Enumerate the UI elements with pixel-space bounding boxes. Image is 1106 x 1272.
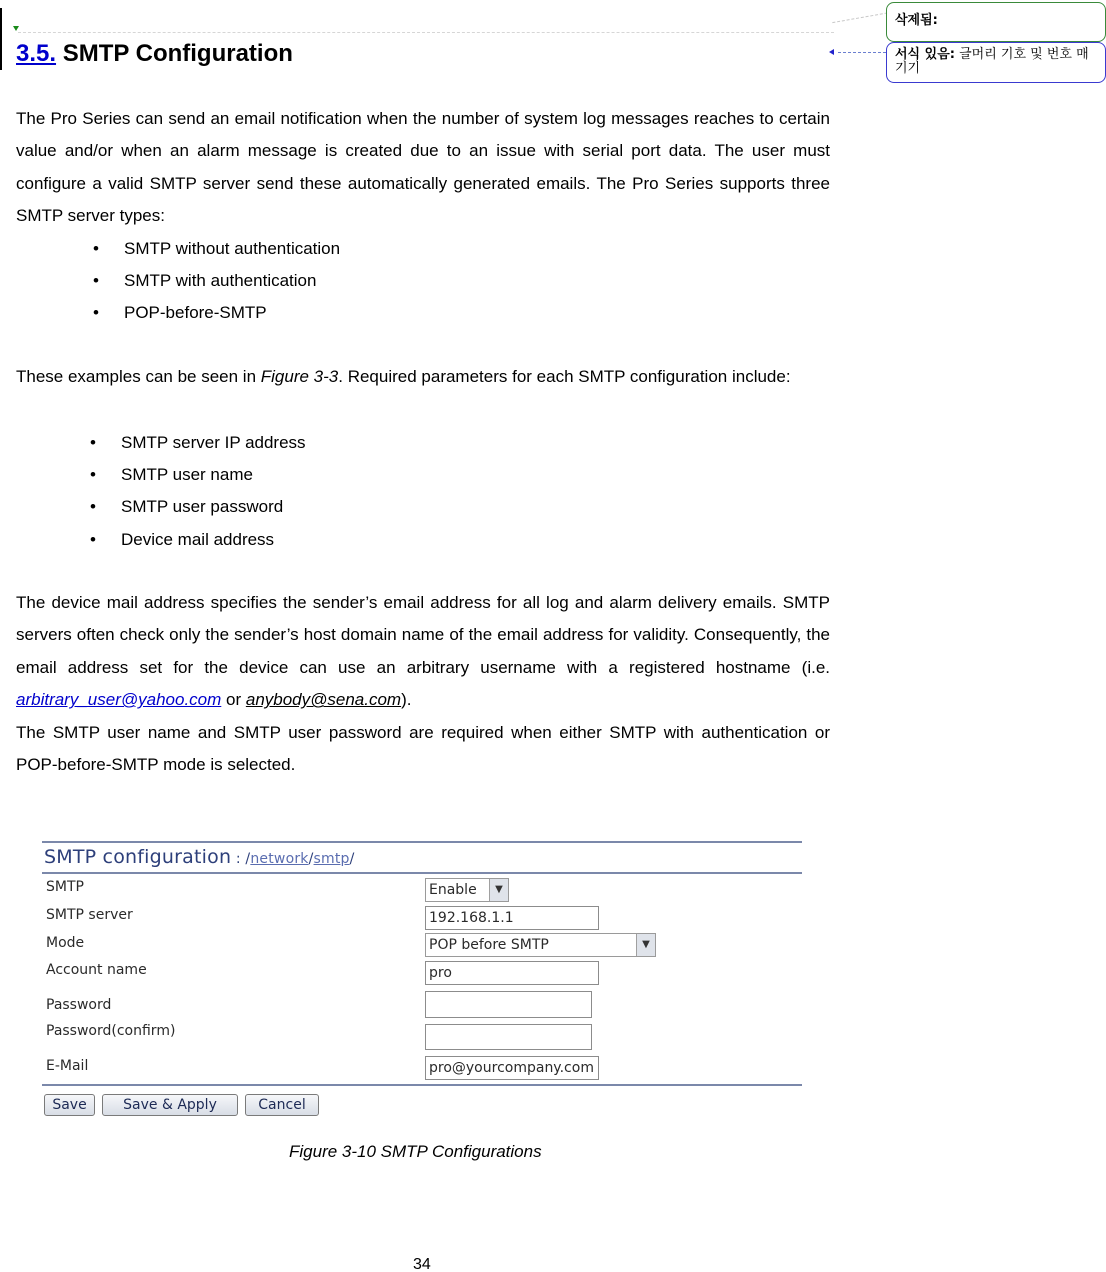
- password-input[interactable]: [425, 991, 592, 1018]
- intro-paragraph: The Pro Series can send an email notification when the number of system log messages reaches to certain value and/or when an alarm message is created due to an issue with serial port data. The user must configure a valid SMTP server send these automatically generated emails. The Pro Series supports three SMTP server types:: [16, 109, 830, 226]
- credentials-paragraph: The SMTP user name and SMTP user password are required when either SMTP with authentication or POP-before-SMTP mode is selected.: [16, 723, 830, 775]
- list-item: • SMTP server IP address: [121, 427, 306, 459]
- password-confirm-label: Password(confirm): [46, 1023, 176, 1039]
- section-title: SMTP Configuration: [62, 40, 293, 67]
- figure-reference: Figure 3-3: [260, 367, 339, 386]
- example-email-link[interactable]: arbitrary_user@yahoo.com: [16, 690, 222, 710]
- divider: [42, 872, 802, 874]
- deletion-connector-slope: [832, 12, 889, 32]
- path-sep: : /: [231, 851, 251, 867]
- format-text: 글머리 기호 및 번호 매기기: [895, 47, 1089, 76]
- account-name-label: Account name: [46, 962, 147, 978]
- section-heading: [16, 40, 293, 68]
- chevron-down-icon: ▼: [636, 934, 655, 956]
- email-input[interactable]: pro@yourcompany.com: [425, 1056, 599, 1080]
- examples-paragraph: [16, 361, 830, 393]
- deletion-connector-line: [18, 32, 834, 33]
- example-email-2: anybody@sena.com: [245, 690, 402, 710]
- path-network-link[interactable]: network: [250, 851, 309, 867]
- mail-address-paragraph: [16, 587, 830, 717]
- smtp-server-input[interactable]: 192.168.1.1: [425, 906, 599, 930]
- format-connector-line: [838, 52, 886, 53]
- or-text: or: [221, 690, 246, 710]
- list-item: • Device mail address: [121, 524, 306, 556]
- figure-title-text: SMTP configuration: [44, 846, 232, 868]
- page-number: 34: [413, 1256, 431, 1272]
- change-bar: [0, 8, 2, 70]
- chevron-down-icon: ▼: [489, 879, 508, 901]
- list-item: • POP-before-SMTP: [124, 297, 340, 329]
- account-name-input[interactable]: pro: [425, 961, 599, 985]
- email-label: E-Mail: [46, 1058, 89, 1074]
- list-item: • SMTP without authentication: [124, 233, 340, 265]
- close-text: ).: [401, 690, 412, 710]
- figure-caption: Figure 3-10 SMTP Configurations: [289, 1142, 542, 1161]
- examples-text-end: . Required parameters for each SMTP configuration include:: [338, 367, 791, 386]
- divider: [42, 1084, 802, 1086]
- path-slash: /: [308, 851, 314, 867]
- smtp-select-value: Enable: [429, 882, 477, 898]
- path-end: /: [349, 851, 355, 867]
- divider: [42, 841, 802, 843]
- smtp-label: SMTP: [46, 879, 84, 895]
- password-confirm-input[interactable]: [425, 1024, 592, 1050]
- section-number: 3.5.: [16, 40, 57, 67]
- smtp-select[interactable]: [425, 878, 509, 902]
- server-types-list: [124, 233, 340, 330]
- smtp-config-figure: [42, 836, 804, 1122]
- cancel-button[interactable]: Cancel: [245, 1094, 319, 1116]
- format-comment-balloon[interactable]: [886, 42, 1106, 83]
- format-marker-icon: [829, 49, 834, 55]
- smtp-server-label: SMTP server: [46, 907, 133, 923]
- figure-title: [44, 846, 355, 868]
- deleted-comment-balloon[interactable]: [886, 2, 1106, 42]
- list-item: • SMTP with authentication: [124, 265, 340, 297]
- deleted-label: 삭제됨:: [895, 13, 938, 28]
- path-smtp-link[interactable]: smtp: [313, 851, 350, 867]
- mode-select-value: POP before SMTP: [429, 937, 549, 953]
- save-apply-button[interactable]: Save & Apply: [102, 1094, 238, 1116]
- mode-label: Mode: [46, 935, 85, 951]
- mode-select[interactable]: [425, 933, 656, 957]
- mail-address-text: The device mail address specifies the sender’s email address for all log and alarm delivery emails. SMTP servers often check only the sender’s host domain name of the email address for validity. Consequently, the email address set for the device can use an arbitrary username with a registered hostname (i.e.: [16, 593, 830, 677]
- examples-text: These examples can be seen in: [16, 367, 261, 386]
- list-item: • SMTP user name: [121, 459, 306, 491]
- required-params-list: [121, 427, 306, 556]
- list-item: • SMTP user password: [121, 491, 306, 523]
- format-label: 서식 있음:: [895, 47, 955, 62]
- deletion-marker-icon: [13, 26, 19, 31]
- password-label: Password: [46, 997, 112, 1013]
- save-button[interactable]: Save: [44, 1094, 95, 1116]
